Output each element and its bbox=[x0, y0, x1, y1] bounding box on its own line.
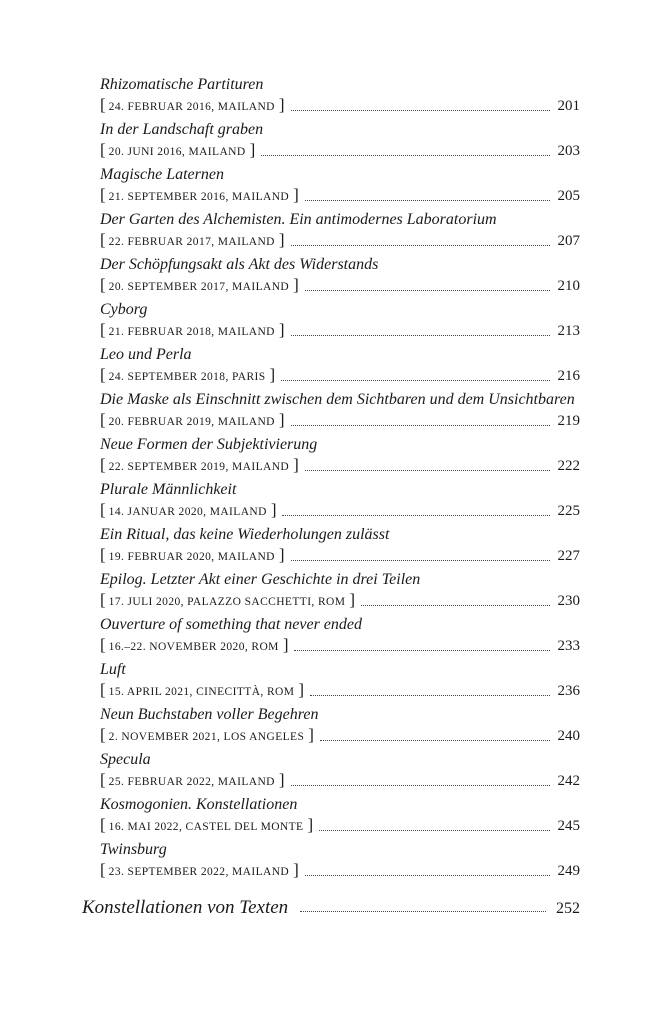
entry-page-number: 210 bbox=[557, 278, 580, 294]
bracket-close: ] bbox=[293, 860, 299, 879]
entry-page-number: 222 bbox=[557, 458, 580, 474]
final-entry-title: Konstellationen von Texten bbox=[82, 897, 289, 918]
toc-entry bbox=[100, 526, 580, 571]
entry-title: Rhizomatische Partituren bbox=[100, 76, 264, 93]
entry-page-number: 213 bbox=[557, 323, 580, 339]
bracket-close: ] bbox=[269, 365, 276, 384]
entry-meta bbox=[100, 275, 580, 297]
entry-date-location: 23. SEPTEMBER 2022, MAILAND bbox=[108, 866, 290, 878]
entry-title: Specula bbox=[100, 751, 151, 768]
entry-title: Der Garten des Alchemisten. Ein antimodernes Laboratorium bbox=[100, 211, 497, 228]
entry-date-location: 20. SEPTEMBER 2017, MAILAND bbox=[108, 281, 290, 293]
bracket-close: ] bbox=[249, 140, 256, 159]
toc-entry bbox=[100, 436, 580, 481]
bracket-close: ] bbox=[278, 95, 285, 114]
dot-leader bbox=[291, 411, 550, 426]
toc-entry bbox=[100, 661, 580, 706]
entry-meta bbox=[100, 230, 580, 252]
entry-date-location: 15. APRIL 2021, CINECITTÀ, ROM bbox=[108, 686, 295, 698]
entry-page-number: 216 bbox=[557, 368, 580, 384]
dot-leader bbox=[319, 816, 549, 831]
bracket-close: ] bbox=[293, 455, 299, 474]
entry-title: Kosmogonien. Konstellationen bbox=[100, 796, 298, 813]
entry-page-number: 240 bbox=[557, 728, 580, 744]
bracket-open: [ bbox=[100, 815, 106, 834]
toc-entry bbox=[100, 571, 580, 616]
entry-meta bbox=[100, 815, 580, 837]
entry-meta bbox=[100, 545, 580, 567]
entry-meta bbox=[100, 635, 580, 657]
entry-title: Luft bbox=[100, 661, 126, 678]
dot-leader bbox=[291, 96, 550, 111]
entry-page-number: 233 bbox=[557, 638, 580, 654]
entry-date-location: 21. FEBRUAR 2018, MAILAND bbox=[108, 326, 275, 338]
dot-leader bbox=[282, 501, 549, 516]
dot-leader bbox=[291, 546, 550, 561]
dot-leader bbox=[361, 591, 549, 606]
dot-leader bbox=[320, 726, 550, 741]
entry-title: Epilog. Letzter Akt einer Geschichte in drei Teilen bbox=[100, 571, 421, 588]
dot-leader bbox=[305, 456, 550, 471]
entry-meta bbox=[100, 770, 580, 792]
toc-entry bbox=[100, 121, 580, 166]
entry-title: Die Maske als Einschnitt zwischen dem Sichtbaren und dem Unsichtbaren bbox=[100, 391, 575, 408]
entry-title: Twinsburg bbox=[100, 841, 167, 858]
bracket-close: ] bbox=[282, 635, 289, 654]
bracket-open: [ bbox=[100, 770, 106, 789]
entry-title: Neue Formen der Subjektivierung bbox=[100, 436, 318, 453]
bracket-close: ] bbox=[270, 500, 277, 519]
entry-meta bbox=[100, 95, 580, 117]
entry-page-number: 205 bbox=[557, 188, 580, 204]
toc-entry bbox=[100, 256, 580, 301]
bracket-close: ] bbox=[293, 185, 299, 204]
bracket-open: [ bbox=[100, 725, 106, 744]
entry-title: Der Schöpfungsakt als Akt des Widerstands bbox=[100, 256, 379, 273]
entry-date-location: 16.–22. NOVEMBER 2020, ROM bbox=[108, 641, 279, 653]
bracket-close: ] bbox=[293, 275, 299, 294]
bracket-open: [ bbox=[100, 545, 106, 564]
dot-leader bbox=[305, 276, 550, 291]
entry-title: Neun Buchstaben voller Begehren bbox=[100, 706, 319, 723]
bracket-open: [ bbox=[100, 140, 106, 159]
dot-leader bbox=[305, 186, 550, 201]
entry-date-location: 2. NOVEMBER 2021, LOS ANGELES bbox=[108, 731, 305, 743]
bracket-close: ] bbox=[307, 815, 314, 834]
final-entry-page-number: 252 bbox=[556, 900, 580, 917]
entry-meta bbox=[100, 590, 580, 612]
dot-leader bbox=[291, 321, 550, 336]
entry-page-number: 219 bbox=[557, 413, 580, 429]
bracket-open: [ bbox=[100, 320, 106, 339]
bracket-open: [ bbox=[100, 680, 106, 699]
toc-entry bbox=[100, 301, 580, 346]
entry-page-number: 227 bbox=[557, 548, 580, 564]
entry-date-location: 25. FEBRUAR 2022, MAILAND bbox=[108, 776, 275, 788]
bracket-close: ] bbox=[278, 770, 285, 789]
entry-date-location: 20. JUNI 2016, MAILAND bbox=[108, 146, 246, 158]
entry-date-location: 19. FEBRUAR 2020, MAILAND bbox=[108, 551, 275, 563]
bracket-open: [ bbox=[100, 230, 106, 249]
entry-page-number: 242 bbox=[557, 773, 580, 789]
bracket-open: [ bbox=[100, 500, 106, 519]
entry-date-location: 24. SEPTEMBER 2018, PARIS bbox=[108, 371, 266, 383]
entry-meta bbox=[100, 860, 580, 882]
entry-title: Ein Ritual, das keine Wiederholungen zulässt bbox=[100, 526, 390, 543]
bracket-open: [ bbox=[100, 635, 106, 654]
toc-entry bbox=[100, 346, 580, 391]
entry-title: Plurale Männlichkeit bbox=[100, 481, 237, 498]
entry-title: Ouverture of something that never ended bbox=[100, 616, 363, 633]
entry-page-number: 236 bbox=[557, 683, 580, 699]
toc-entry bbox=[100, 481, 580, 526]
entry-page-number: 203 bbox=[557, 143, 580, 159]
toc-entry bbox=[100, 751, 580, 796]
entry-date-location: 22. FEBRUAR 2017, MAILAND bbox=[108, 236, 275, 248]
dot-leader bbox=[294, 636, 549, 651]
dot-leader bbox=[291, 231, 550, 246]
entry-page-number: 207 bbox=[557, 233, 580, 249]
toc-entry bbox=[100, 706, 580, 751]
toc-entry bbox=[100, 76, 580, 121]
entry-page-number: 249 bbox=[557, 863, 580, 879]
entry-meta bbox=[100, 140, 580, 162]
toc-entry bbox=[100, 841, 580, 886]
bracket-open: [ bbox=[100, 95, 106, 114]
bracket-open: [ bbox=[100, 590, 106, 609]
entry-title: Cyborg bbox=[100, 301, 148, 318]
toc-entry bbox=[100, 796, 580, 841]
bracket-open: [ bbox=[100, 410, 106, 429]
toc-entry bbox=[100, 616, 580, 661]
entry-meta bbox=[100, 320, 580, 342]
toc-entry bbox=[100, 166, 580, 211]
entry-title: In der Landschaft graben bbox=[100, 121, 264, 138]
entry-meta bbox=[100, 185, 580, 207]
entry-meta bbox=[100, 410, 580, 432]
entry-meta bbox=[100, 500, 580, 522]
entry-date-location: 16. MAI 2022, CASTEL DEL MONTE bbox=[108, 821, 304, 833]
entry-date-location: 17. JULI 2020, PALAZZO SACCHETTI, ROM bbox=[108, 596, 346, 608]
entry-date-location: 14. JANUAR 2020, MAILAND bbox=[108, 506, 267, 518]
dot-leader bbox=[310, 681, 549, 696]
entry-page-number: 245 bbox=[557, 818, 580, 834]
entry-title: Magische Laternen bbox=[100, 166, 224, 183]
bracket-close: ] bbox=[298, 680, 305, 699]
bracket-close: ] bbox=[278, 230, 285, 249]
bracket-open: [ bbox=[100, 860, 106, 879]
bracket-close: ] bbox=[278, 545, 285, 564]
entry-meta bbox=[100, 365, 580, 387]
entry-date-location: 22. SEPTEMBER 2019, MAILAND bbox=[108, 461, 290, 473]
bracket-open: [ bbox=[100, 185, 106, 204]
entry-date-location: 24. FEBRUAR 2016, MAILAND bbox=[108, 101, 275, 113]
dot-leader bbox=[281, 366, 549, 381]
entry-page-number: 225 bbox=[557, 503, 580, 519]
bracket-open: [ bbox=[100, 455, 106, 474]
toc-entry-list bbox=[100, 76, 580, 886]
entry-title: Leo und Perla bbox=[100, 346, 192, 363]
toc-final-entry bbox=[82, 897, 580, 919]
toc-entry bbox=[100, 391, 580, 436]
bracket-close: ] bbox=[349, 590, 356, 609]
toc-entry bbox=[100, 211, 580, 256]
bracket-close: ] bbox=[278, 410, 285, 429]
dot-leader bbox=[291, 771, 550, 786]
dot-leader bbox=[261, 141, 549, 156]
entry-page-number: 230 bbox=[557, 593, 580, 609]
bracket-close: ] bbox=[308, 725, 314, 744]
entry-page-number: 201 bbox=[557, 98, 580, 114]
entry-date-location: 21. SEPTEMBER 2016, MAILAND bbox=[108, 191, 290, 203]
entry-meta bbox=[100, 725, 580, 747]
entry-meta bbox=[100, 680, 580, 702]
dot-leader bbox=[300, 897, 546, 912]
bracket-open: [ bbox=[100, 365, 106, 384]
dot-leader bbox=[305, 861, 550, 876]
entry-date-location: 20. FEBRUAR 2019, MAILAND bbox=[108, 416, 275, 428]
bracket-open: [ bbox=[100, 275, 106, 294]
entry-meta bbox=[100, 455, 580, 477]
bracket-close: ] bbox=[278, 320, 285, 339]
